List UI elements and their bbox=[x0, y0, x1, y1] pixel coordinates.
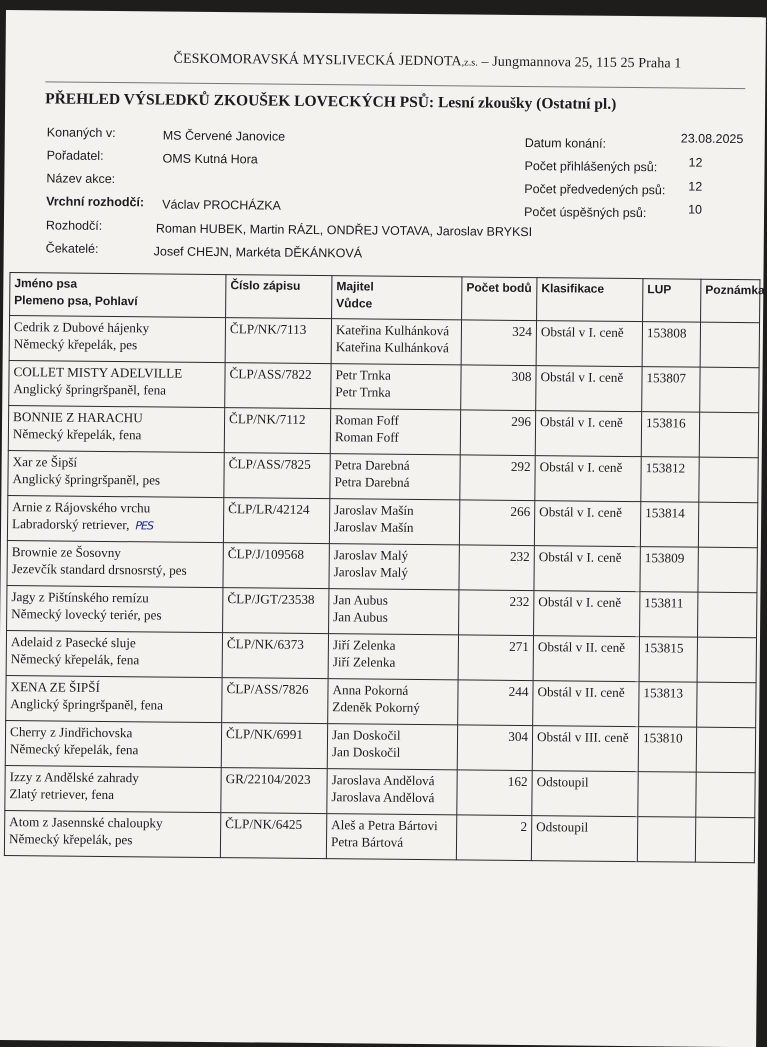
dog-cell bbox=[7, 496, 223, 543]
column-header-classification: Klasifikace bbox=[537, 278, 643, 322]
event-name-label: Název akce: bbox=[46, 171, 115, 186]
column-header-owner: Majitel Vůdce bbox=[332, 276, 462, 320]
lup-value: 153813 bbox=[643, 684, 692, 701]
points-value: 162 bbox=[462, 772, 528, 790]
lup-value: 153808 bbox=[647, 324, 696, 341]
dog-cell bbox=[5, 721, 221, 768]
lup-value: 153809 bbox=[645, 549, 694, 566]
owner-cell bbox=[331, 319, 461, 365]
dog-name: BONNIE Z HARACHU bbox=[13, 408, 220, 427]
points-cell bbox=[459, 545, 534, 591]
points-value: 296 bbox=[465, 412, 531, 430]
judges-value: Roman HUBEK, Martin RÁZL, ONDŘEJ VOTAVA, Jaroslav BRYKSI bbox=[156, 221, 532, 239]
registration-cell bbox=[223, 498, 329, 544]
notes-cell bbox=[699, 457, 758, 503]
results-table bbox=[4, 272, 761, 863]
owner-cell bbox=[326, 814, 456, 860]
lup-value: 153810 bbox=[643, 729, 692, 746]
handler-name: Jan Doskočil bbox=[332, 743, 453, 761]
registration-cell bbox=[223, 588, 329, 634]
organization-name: ČESKOMORAVSKÁ MYSLIVECKÁ JEDNOTA bbox=[173, 52, 461, 70]
points-cell bbox=[460, 410, 535, 456]
handler-name: Petra Bártová bbox=[331, 833, 452, 851]
organizer-value: OMS Kutná Hora bbox=[163, 152, 258, 167]
registration-number: ČLP/NK/6991 bbox=[226, 725, 323, 743]
registration-cell bbox=[223, 543, 329, 589]
registered-dogs-label: Počet přihlášených psů: bbox=[524, 159, 657, 174]
points-cell bbox=[459, 500, 534, 546]
owner-name: Jan Doskočil bbox=[332, 726, 453, 744]
registration-number: ČLP/NK/7112 bbox=[229, 410, 326, 428]
owner-name: Jiří Zelenka bbox=[333, 636, 454, 654]
table-row bbox=[4, 811, 754, 863]
handler-name: Petra Darebná bbox=[334, 473, 455, 491]
lup-cell bbox=[639, 682, 697, 728]
owner-name: Jaroslav Malý bbox=[334, 546, 455, 564]
dog-name: Xar ze Šipší bbox=[13, 453, 220, 472]
dog-breed: Německý křepelák, fena bbox=[11, 650, 218, 669]
owner-cell bbox=[329, 589, 459, 635]
handler-name: Kateřina Kulhánková bbox=[336, 338, 457, 356]
registration-number: ČLP/NK/6373 bbox=[227, 635, 324, 653]
points-value: 271 bbox=[463, 637, 529, 655]
classification-value: Obstál v I. ceně bbox=[538, 593, 635, 611]
organization-header bbox=[173, 52, 681, 73]
dog-breed: Německý křepelák, pes bbox=[9, 830, 216, 849]
registration-cell bbox=[221, 768, 327, 814]
registration-number: ČLP/LR/42124 bbox=[228, 500, 325, 518]
points-cell bbox=[459, 590, 534, 636]
lup-cell bbox=[641, 457, 699, 503]
registration-cell bbox=[220, 813, 326, 859]
held-in-label: Konaných v: bbox=[47, 125, 116, 140]
notes-cell bbox=[697, 637, 756, 683]
registration-number: ČLP/ASS/7822 bbox=[229, 365, 326, 383]
registered-dogs-value: 12 bbox=[688, 156, 702, 170]
dog-cell bbox=[9, 361, 225, 408]
table-row bbox=[7, 541, 757, 593]
table-header-row bbox=[10, 273, 760, 323]
organization-suffix: ,z.s. bbox=[462, 57, 478, 68]
dog-breed: Zlatý retriever, fena bbox=[9, 785, 216, 804]
classification-value: Obstál v II. ceně bbox=[538, 638, 635, 656]
points-value: 266 bbox=[464, 502, 530, 520]
dog-cell bbox=[9, 316, 225, 363]
column-header-dog: Jméno psa Plemeno psa, Pohlaví bbox=[10, 273, 226, 318]
handler-name: Jiří Zelenka bbox=[333, 653, 454, 671]
classification-value: Obstál v I. ceně bbox=[541, 323, 638, 341]
dog-name: Izzy z Andělské zahrady bbox=[10, 768, 217, 787]
notes-cell bbox=[698, 547, 757, 593]
dog-cell bbox=[7, 541, 223, 588]
owner-cell bbox=[327, 769, 457, 815]
page-title: PŘEHLED VÝSLEDKŮ ZKOUŠEK LOVECKÝCH PSŮ: Lesní zkoušky (Ostatní pl.) bbox=[45, 90, 616, 113]
owner-cell bbox=[331, 364, 461, 410]
classification-cell bbox=[534, 501, 640, 547]
dog-cell bbox=[5, 766, 221, 813]
dog-name: Jagy z Pištínského remízu bbox=[11, 588, 218, 607]
lup-cell bbox=[640, 592, 698, 638]
classification-cell bbox=[536, 321, 642, 367]
classification-cell bbox=[534, 546, 640, 592]
classification-cell bbox=[535, 456, 641, 502]
classification-value: Odstoupil bbox=[537, 773, 634, 791]
points-value: 292 bbox=[465, 457, 531, 475]
owner-name: Jaroslava Andělová bbox=[332, 771, 453, 789]
column-header-points: Počet bodů bbox=[462, 277, 537, 321]
dog-breed: Anglický špringršpaněl, pes bbox=[12, 470, 219, 489]
handler-name: Petr Trnka bbox=[335, 383, 456, 401]
points-value: 304 bbox=[462, 727, 528, 745]
registration-cell bbox=[222, 633, 328, 679]
table-row bbox=[5, 721, 755, 773]
notes-cell bbox=[695, 817, 754, 863]
column-header-lup: LUP bbox=[643, 279, 701, 323]
lup-cell bbox=[642, 367, 700, 413]
lup-cell bbox=[642, 322, 700, 368]
registration-number: ČLP/J/109568 bbox=[228, 545, 325, 563]
points-value: 2 bbox=[461, 817, 527, 835]
owner-name: Jan Aubus bbox=[333, 591, 454, 609]
held-in-value: MS Červené Janovice bbox=[163, 129, 285, 144]
points-cell bbox=[456, 815, 531, 861]
owner-cell bbox=[330, 454, 460, 500]
dog-name: Atom z Jasennské chaloupky bbox=[9, 813, 216, 832]
points-cell bbox=[461, 320, 536, 366]
handler-name: Jan Aubus bbox=[333, 608, 454, 626]
dog-breed-line bbox=[12, 515, 219, 535]
points-cell bbox=[457, 725, 532, 771]
owner-name: Petra Darebná bbox=[335, 456, 456, 474]
dog-name: XENA ZE ŠIPŠÍ bbox=[10, 678, 217, 697]
registration-number: ČLP/ASS/7826 bbox=[226, 680, 323, 698]
organization-address: – Jungmannova 25, 115 25 Praha 1 bbox=[481, 55, 681, 72]
lup-cell bbox=[640, 502, 698, 548]
dog-cell bbox=[6, 676, 222, 723]
classification-value: Obstál v II. ceně bbox=[537, 683, 634, 701]
handwritten-annotation: PES bbox=[135, 517, 153, 534]
registration-number: ČLP/JGT/23538 bbox=[227, 590, 324, 608]
lup-cell bbox=[639, 637, 697, 683]
lup-value: 153807 bbox=[646, 369, 695, 386]
owner-name: Aleš a Petra Bártovi bbox=[331, 816, 452, 834]
handler-name: Roman Foff bbox=[335, 428, 456, 446]
dog-name: Arnie z Rájovského vrchu bbox=[12, 498, 219, 517]
classification-value: Obstál v I. ceně bbox=[540, 413, 637, 431]
table-row bbox=[7, 496, 757, 548]
owner-cell bbox=[329, 499, 459, 545]
classification-value: Obstál v III. ceně bbox=[537, 728, 634, 746]
notes-cell bbox=[697, 682, 756, 728]
successful-dogs-label: Počet úspěšných psů: bbox=[524, 205, 646, 220]
notes-cell bbox=[696, 772, 755, 818]
points-value: 232 bbox=[463, 592, 529, 610]
registration-cell bbox=[222, 678, 328, 724]
owner-name: Anna Pokorná bbox=[332, 681, 453, 699]
dog-name: COLLET MISTY ADELVILLE bbox=[13, 363, 220, 382]
registration-cell bbox=[225, 363, 331, 409]
dog-breed: Německý křepelák, fena bbox=[13, 425, 220, 444]
notes-cell bbox=[700, 322, 759, 368]
dog-breed: Anglický špringršpaněl, fena bbox=[13, 380, 220, 399]
dog-cell bbox=[7, 586, 223, 633]
registration-number: ČLP/ASS/7825 bbox=[229, 455, 326, 473]
header-divider bbox=[45, 81, 745, 89]
chief-judge-label: Vrchní rozhodčí: bbox=[46, 194, 144, 209]
classification-cell bbox=[536, 366, 642, 412]
trainees-label: Čekatelé: bbox=[46, 241, 99, 256]
lup-cell bbox=[641, 412, 699, 458]
classification-cell bbox=[531, 816, 637, 862]
notes-cell bbox=[699, 412, 758, 458]
classification-value: Obstál v I. ceně bbox=[539, 503, 636, 521]
classification-value: Odstoupil bbox=[536, 818, 633, 836]
lup-cell bbox=[637, 817, 695, 863]
owner-name: Petr Trnka bbox=[335, 366, 456, 384]
dog-cell bbox=[8, 406, 224, 453]
table-row bbox=[5, 766, 755, 818]
lup-cell bbox=[638, 772, 696, 818]
points-value: 308 bbox=[465, 367, 531, 385]
classification-cell bbox=[532, 771, 638, 817]
owner-name: Kateřina Kulhánková bbox=[336, 321, 457, 339]
registration-number: GR/22104/2023 bbox=[226, 770, 323, 788]
registration-cell bbox=[225, 318, 331, 364]
dog-cell bbox=[8, 451, 224, 498]
lup-value: 153816 bbox=[646, 414, 695, 431]
dog-breed: Anglický špringršpaněl, fena bbox=[10, 695, 217, 714]
classification-value: Obstál v I. ceně bbox=[540, 458, 637, 476]
points-value: 324 bbox=[466, 322, 532, 340]
notes-cell bbox=[696, 727, 755, 773]
notes-cell bbox=[698, 502, 757, 548]
dog-breed: Německý lovecký teriér, pes bbox=[11, 605, 218, 624]
classification-value: Obstál v I. ceně bbox=[539, 548, 636, 566]
registration-cell bbox=[221, 723, 327, 769]
dog-name: Cherry z Jindřichovska bbox=[10, 723, 217, 742]
classification-value: Obstál v I. ceně bbox=[540, 368, 637, 386]
document-sheet bbox=[0, 10, 766, 1047]
lup-value: 153814 bbox=[645, 504, 694, 521]
classification-cell bbox=[533, 681, 639, 727]
lup-cell bbox=[638, 727, 696, 773]
dog-breed: Jezevčík standard drsnosrstý, pes bbox=[12, 560, 219, 579]
judges-label: Rozhodčí: bbox=[46, 218, 102, 233]
points-cell bbox=[461, 365, 536, 411]
owner-name: Roman Foff bbox=[335, 411, 456, 429]
points-cell bbox=[460, 455, 535, 501]
dog-breed: Labradorský retriever, bbox=[12, 516, 130, 532]
chief-judge-value: Václav PROCHÁZKA bbox=[162, 198, 281, 213]
column-header-registration: Číslo zápisu bbox=[226, 275, 332, 319]
registration-cell bbox=[224, 408, 330, 454]
successful-dogs-value: 10 bbox=[688, 203, 702, 217]
presented-dogs-value: 12 bbox=[688, 180, 702, 194]
handler-name: Jaroslav Malý bbox=[334, 563, 455, 581]
handler-name: Jaroslav Mašín bbox=[334, 518, 455, 536]
classification-cell bbox=[534, 591, 640, 637]
registration-number: ČLP/NK/7113 bbox=[230, 320, 327, 338]
lup-cell bbox=[640, 547, 698, 593]
points-value: 244 bbox=[462, 682, 528, 700]
organizer-label: Pořadatel: bbox=[47, 148, 104, 163]
notes-cell bbox=[698, 592, 757, 638]
points-cell bbox=[458, 635, 533, 681]
table-row bbox=[6, 676, 756, 728]
table-row bbox=[9, 316, 759, 368]
event-date-label: Datum konání: bbox=[525, 136, 606, 151]
owner-name: Jaroslav Mašín bbox=[334, 501, 455, 519]
owner-cell bbox=[328, 679, 458, 725]
dog-name: Cedrik z Dubové hájenky bbox=[14, 318, 221, 337]
registration-cell bbox=[224, 453, 330, 499]
handler-name: Jaroslava Andělová bbox=[331, 788, 452, 806]
notes-cell bbox=[700, 367, 759, 413]
dog-breed: Německý křepelák, pes bbox=[14, 335, 221, 354]
classification-cell bbox=[532, 726, 638, 772]
lup-value: 153812 bbox=[646, 459, 695, 476]
table-row bbox=[7, 586, 757, 638]
table-row bbox=[9, 361, 759, 413]
owner-cell bbox=[328, 634, 458, 680]
presented-dogs-label: Počet předvedených psů: bbox=[524, 182, 665, 197]
trainees-value: Josef CHEJN, Markéta DĚKÁNKOVÁ bbox=[154, 244, 363, 260]
registration-number: ČLP/NK/6425 bbox=[225, 815, 322, 833]
handler-name: Zdeněk Pokorný bbox=[332, 698, 453, 716]
dog-cell bbox=[4, 811, 220, 858]
event-date-value: 23.08.2025 bbox=[681, 131, 744, 146]
classification-cell bbox=[533, 636, 639, 682]
dog-breed: Německý křepelák, fena bbox=[10, 740, 217, 759]
lup-value: 153811 bbox=[644, 594, 693, 611]
owner-cell bbox=[329, 544, 459, 590]
points-value: 232 bbox=[464, 547, 530, 565]
dog-name: Brownie ze Šosovny bbox=[12, 543, 219, 562]
table-row bbox=[8, 451, 758, 503]
table-row bbox=[6, 631, 756, 683]
dog-cell bbox=[6, 631, 222, 678]
owner-cell bbox=[327, 724, 457, 770]
column-header-notes: Poznámka bbox=[701, 279, 760, 323]
points-cell bbox=[457, 770, 532, 816]
points-cell bbox=[458, 680, 533, 726]
table-row bbox=[8, 406, 758, 458]
lup-value: 153815 bbox=[644, 639, 693, 656]
owner-cell bbox=[330, 409, 460, 455]
dog-name: Adelaid z Pasecké sluje bbox=[11, 633, 218, 652]
classification-cell bbox=[535, 411, 641, 457]
